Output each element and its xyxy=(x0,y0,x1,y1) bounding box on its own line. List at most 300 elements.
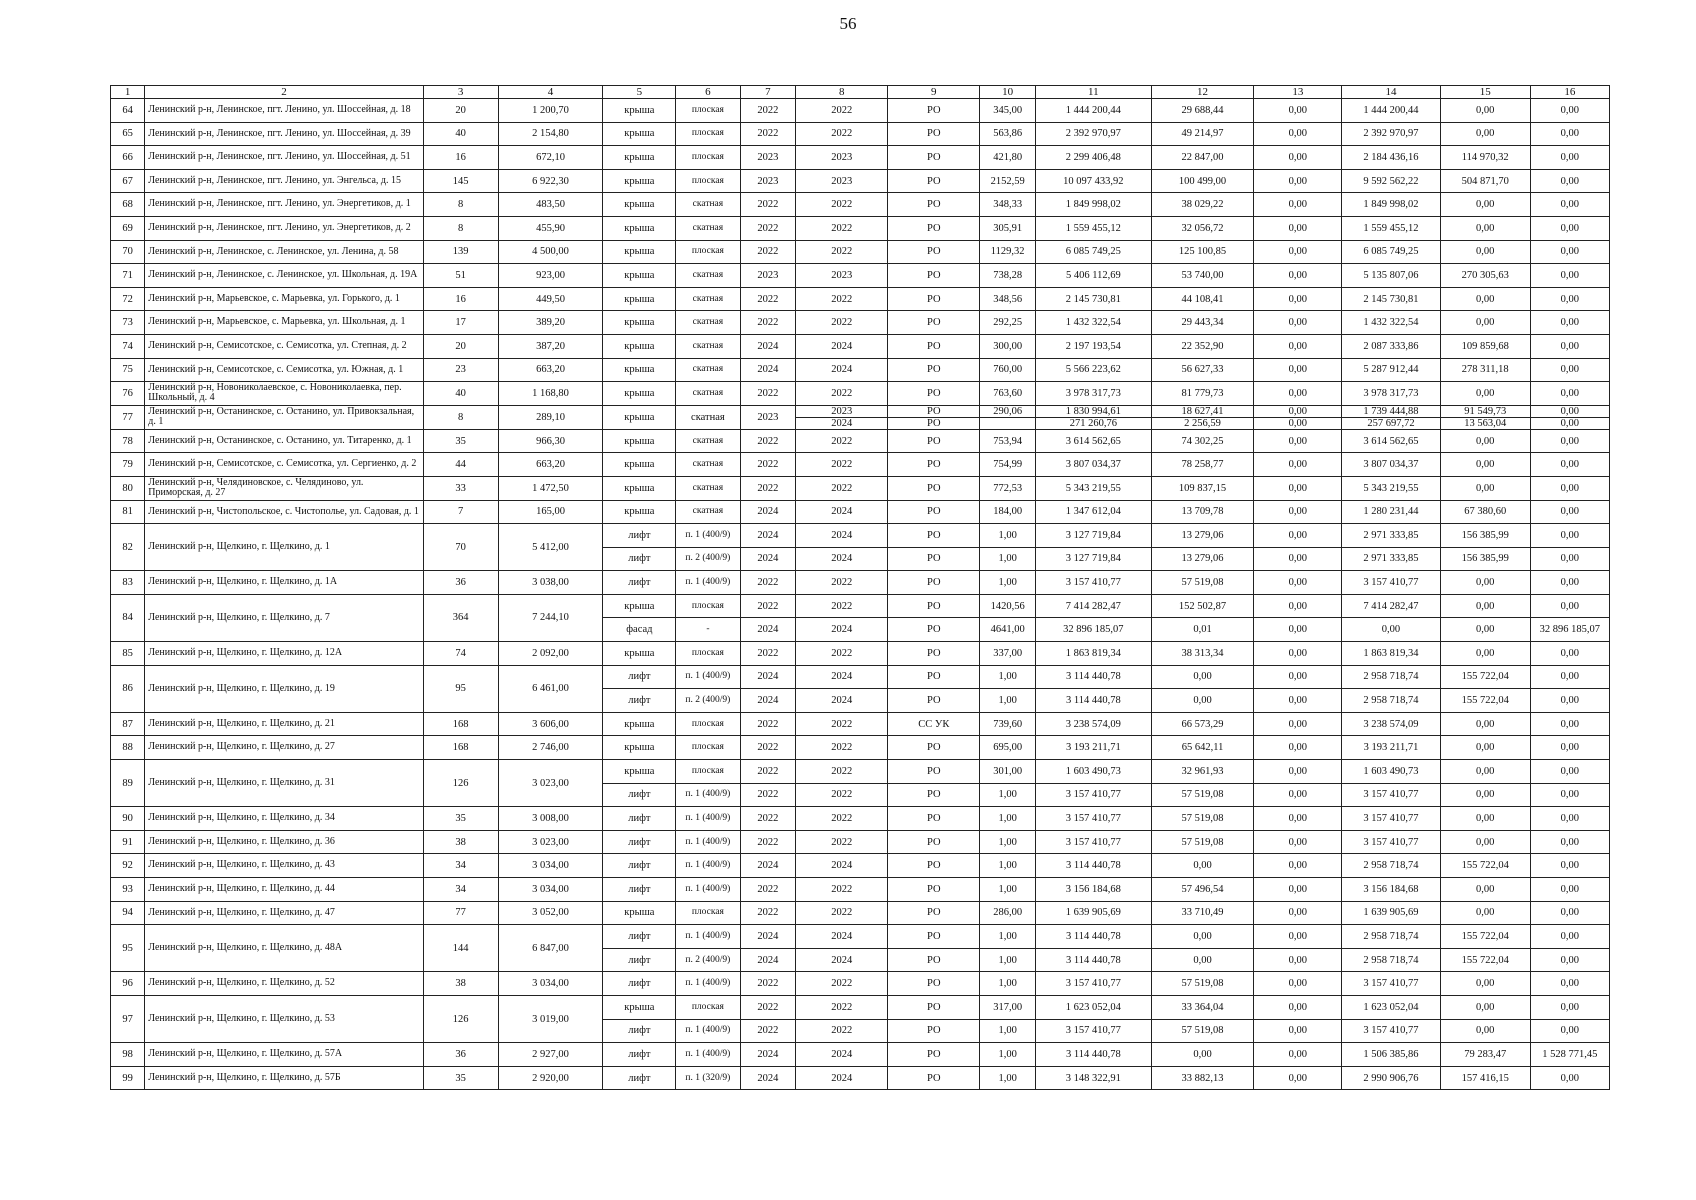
table-row xyxy=(111,453,1610,477)
year: 2024 xyxy=(796,689,888,713)
element: крыша xyxy=(603,122,676,146)
executor: РО xyxy=(888,760,980,784)
cost-e: 0,00 xyxy=(1530,878,1609,902)
table-row xyxy=(111,146,1610,170)
year: 2024 xyxy=(796,854,888,878)
table-row xyxy=(111,878,1610,902)
total-cost: 3 193 211,71 xyxy=(1036,736,1152,760)
col-4: 663,20 xyxy=(498,453,603,477)
column-header-8: 8 xyxy=(796,86,888,99)
cost-e: 0,00 xyxy=(1530,665,1609,689)
element-type: скатная xyxy=(676,500,740,524)
total-cost: 3 127 719,84 xyxy=(1036,547,1152,571)
volume: 348,33 xyxy=(980,193,1036,217)
year: 2022 xyxy=(796,901,888,925)
address: Ленинский р-н, Ленинское, пгт. Ленино, ул. Шоссейная, д. 39 xyxy=(145,122,423,146)
cost-b: 0,00 xyxy=(1254,571,1342,595)
column-header-5: 5 xyxy=(603,86,676,99)
col-3: 16 xyxy=(423,146,498,170)
element-type: п. 1 (400/9) xyxy=(676,925,740,949)
cost-c: 3 193 211,71 xyxy=(1342,736,1441,760)
executor: РО xyxy=(888,783,980,807)
table-row xyxy=(111,216,1610,240)
row-number: 70 xyxy=(111,240,145,264)
cost-b: 0,00 xyxy=(1254,1019,1342,1043)
executor: РО xyxy=(888,1019,980,1043)
cost-d: 13 563,04 xyxy=(1440,417,1530,429)
cost-c: 6 085 749,25 xyxy=(1342,240,1441,264)
plan-year: 2024 xyxy=(740,925,796,949)
total-cost: 1 432 322,54 xyxy=(1036,311,1152,335)
cost-d: 109 859,68 xyxy=(1440,334,1530,358)
col-3: 168 xyxy=(423,712,498,736)
cost-d: 155 722,04 xyxy=(1440,665,1530,689)
cost-d: 155 722,04 xyxy=(1440,925,1530,949)
row-number: 67 xyxy=(111,169,145,193)
cost-b: 0,00 xyxy=(1254,169,1342,193)
volume: 345,00 xyxy=(980,99,1036,123)
executor: РО xyxy=(888,193,980,217)
plan-year: 2022 xyxy=(740,429,796,453)
address: Ленинский р-н, Щелкино, г. Щелкино, д. 1А xyxy=(145,571,423,595)
year: 2022 xyxy=(796,807,888,831)
total-cost: 2 197 193,54 xyxy=(1036,334,1152,358)
cost-a: 57 519,08 xyxy=(1151,1019,1254,1043)
executor: РО xyxy=(888,382,980,406)
cost-c: 5 287 912,44 xyxy=(1342,358,1441,382)
volume: 1,00 xyxy=(980,571,1036,595)
col-3: 40 xyxy=(423,122,498,146)
executor: РО xyxy=(888,665,980,689)
cost-d: 0,00 xyxy=(1440,972,1530,996)
cost-a: 0,00 xyxy=(1151,925,1254,949)
element: крыша xyxy=(603,453,676,477)
table-row xyxy=(111,382,1610,406)
cost-a: 33 882,13 xyxy=(1151,1066,1254,1090)
cost-b: 0,00 xyxy=(1254,476,1342,500)
year: 2022 xyxy=(796,99,888,123)
cost-b: 0,00 xyxy=(1254,417,1342,429)
plan-year: 2024 xyxy=(740,618,796,642)
executor: РО xyxy=(888,99,980,123)
table-row xyxy=(111,665,1610,689)
year: 2024 xyxy=(796,618,888,642)
element-type: плоская xyxy=(676,995,740,1019)
executor: РО xyxy=(888,618,980,642)
address: Ленинский р-н, Щелкино, г. Щелкино, д. 36 xyxy=(145,830,423,854)
total-cost: 3 157 410,77 xyxy=(1036,571,1152,595)
cost-b: 0,00 xyxy=(1254,358,1342,382)
plan-year: 2023 xyxy=(740,264,796,288)
col-3: 168 xyxy=(423,736,498,760)
cost-d: 155 722,04 xyxy=(1440,948,1530,972)
row-number: 79 xyxy=(111,453,145,477)
column-header-11: 11 xyxy=(1036,86,1152,99)
executor: РО xyxy=(888,358,980,382)
cost-e: 0,00 xyxy=(1530,146,1609,170)
year: 2022 xyxy=(796,830,888,854)
cost-c: 3 157 410,77 xyxy=(1342,807,1441,831)
cost-d: 79 283,47 xyxy=(1440,1043,1530,1067)
row-number: 84 xyxy=(111,594,145,641)
plan-year: 2022 xyxy=(740,382,796,406)
volume: 1,00 xyxy=(980,925,1036,949)
cost-b: 0,00 xyxy=(1254,311,1342,335)
executor: РО xyxy=(888,878,980,902)
volume: 337,00 xyxy=(980,642,1036,666)
column-header-9: 9 xyxy=(888,86,980,99)
volume: 1,00 xyxy=(980,1043,1036,1067)
plan-year: 2022 xyxy=(740,878,796,902)
element-type: п. 1 (400/9) xyxy=(676,665,740,689)
volume: 1129,32 xyxy=(980,240,1036,264)
row-number: 99 xyxy=(111,1066,145,1090)
cost-a: 65 642,11 xyxy=(1151,736,1254,760)
table-row xyxy=(111,972,1610,996)
executor: СС УК xyxy=(888,712,980,736)
total-cost: 3 114 440,78 xyxy=(1036,689,1152,713)
column-header-4: 4 xyxy=(498,86,603,99)
repair-program-table xyxy=(110,85,1610,1090)
executor: РО xyxy=(888,429,980,453)
executor: РО xyxy=(888,264,980,288)
table-header-row xyxy=(111,86,1610,99)
cost-e: 0,00 xyxy=(1530,99,1609,123)
element: лифт xyxy=(603,807,676,831)
col-3: 23 xyxy=(423,358,498,382)
cost-d: 156 385,99 xyxy=(1440,547,1530,571)
row-number: 78 xyxy=(111,429,145,453)
row-number: 95 xyxy=(111,925,145,972)
executor: РО xyxy=(888,1043,980,1067)
col-4: 6 922,30 xyxy=(498,169,603,193)
cost-e: 0,00 xyxy=(1530,382,1609,406)
year: 2022 xyxy=(796,240,888,264)
col-3: 20 xyxy=(423,99,498,123)
table-row xyxy=(111,830,1610,854)
year: 2022 xyxy=(796,287,888,311)
volume: 1,00 xyxy=(980,972,1036,996)
address: Ленинский р-н, Семисотское, с. Семисотка, ул. Южная, д. 1 xyxy=(145,358,423,382)
executor: РО xyxy=(888,146,980,170)
table-row xyxy=(111,594,1610,618)
col-3: 74 xyxy=(423,642,498,666)
volume: 763,60 xyxy=(980,382,1036,406)
cost-b: 0,00 xyxy=(1254,287,1342,311)
total-cost: 1 559 455,12 xyxy=(1036,216,1152,240)
element-type: п. 1 (400/9) xyxy=(676,807,740,831)
total-cost: 3 614 562,65 xyxy=(1036,429,1152,453)
address: Ленинский р-н, Щелкино, г. Щелкино, д. 31 xyxy=(145,760,423,807)
col-3: 126 xyxy=(423,760,498,807)
year: 2022 xyxy=(796,972,888,996)
total-cost: 3 148 322,91 xyxy=(1036,1066,1152,1090)
cost-b: 0,00 xyxy=(1254,240,1342,264)
table-row xyxy=(111,901,1610,925)
volume: 1,00 xyxy=(980,807,1036,831)
element: крыша xyxy=(603,99,676,123)
row-number: 96 xyxy=(111,972,145,996)
volume: 1,00 xyxy=(980,524,1036,548)
element: фасад xyxy=(603,618,676,642)
year: 2022 xyxy=(796,311,888,335)
table-row xyxy=(111,122,1610,146)
cost-c: 257 697,72 xyxy=(1342,417,1441,429)
element-type: плоская xyxy=(676,169,740,193)
col-3: 364 xyxy=(423,594,498,641)
volume xyxy=(980,417,1036,429)
cost-c: 2 971 333,85 xyxy=(1342,524,1441,548)
element-type: скатная xyxy=(676,429,740,453)
plan-year: 2023 xyxy=(740,146,796,170)
cost-a: 33 364,04 xyxy=(1151,995,1254,1019)
col-4: 483,50 xyxy=(498,193,603,217)
volume: 1420,56 xyxy=(980,594,1036,618)
cost-d: 278 311,18 xyxy=(1440,358,1530,382)
cost-b: 0,00 xyxy=(1254,122,1342,146)
cost-d: 0,00 xyxy=(1440,712,1530,736)
total-cost: 3 978 317,73 xyxy=(1036,382,1152,406)
year: 2024 xyxy=(796,500,888,524)
cost-e: 0,00 xyxy=(1530,417,1609,429)
cost-c: 2 958 718,74 xyxy=(1342,925,1441,949)
element-type: - xyxy=(676,618,740,642)
total-cost: 271 260,76 xyxy=(1036,417,1152,429)
table-row xyxy=(111,571,1610,595)
cost-b: 0,00 xyxy=(1254,689,1342,713)
volume: 290,06 xyxy=(980,405,1036,417)
executor: РО xyxy=(888,807,980,831)
address: Ленинский р-н, Щелкино, г. Щелкино, д. 57Б xyxy=(145,1066,423,1090)
cost-a: 44 108,41 xyxy=(1151,287,1254,311)
total-cost: 3 114 440,78 xyxy=(1036,854,1152,878)
row-number: 83 xyxy=(111,571,145,595)
cost-b: 0,00 xyxy=(1254,925,1342,949)
row-number: 76 xyxy=(111,382,145,406)
cost-a: 0,00 xyxy=(1151,665,1254,689)
cost-a: 0,00 xyxy=(1151,854,1254,878)
cost-e: 0,00 xyxy=(1530,594,1609,618)
plan-year: 2022 xyxy=(740,287,796,311)
executor: РО xyxy=(888,524,980,548)
cost-b: 0,00 xyxy=(1254,429,1342,453)
element-type: п. 2 (400/9) xyxy=(676,547,740,571)
executor: РО xyxy=(888,736,980,760)
cost-a: 33 710,49 xyxy=(1151,901,1254,925)
element: крыша xyxy=(603,287,676,311)
total-cost: 5 343 219,55 xyxy=(1036,476,1152,500)
cost-a: 56 627,33 xyxy=(1151,358,1254,382)
element-type: п. 1 (400/9) xyxy=(676,972,740,996)
total-cost: 3 157 410,77 xyxy=(1036,830,1152,854)
table-row xyxy=(111,925,1610,949)
element-type: скатная xyxy=(676,264,740,288)
total-cost: 1 603 490,73 xyxy=(1036,760,1152,784)
cost-d: 0,00 xyxy=(1440,453,1530,477)
cost-c: 1 280 231,44 xyxy=(1342,500,1441,524)
col-4: 1 200,70 xyxy=(498,99,603,123)
year: 2022 xyxy=(796,193,888,217)
column-header-15: 15 xyxy=(1440,86,1530,99)
col-4: 2 746,00 xyxy=(498,736,603,760)
cost-b: 0,00 xyxy=(1254,146,1342,170)
year: 2022 xyxy=(796,878,888,902)
cost-e: 0,00 xyxy=(1530,689,1609,713)
cost-c: 2 990 906,76 xyxy=(1342,1066,1441,1090)
element: крыша xyxy=(603,405,676,429)
element-type: п. 1 (400/9) xyxy=(676,571,740,595)
address: Ленинский р-н, Щелкино, г. Щелкино, д. 53 xyxy=(145,995,423,1042)
col-3: 36 xyxy=(423,571,498,595)
total-cost: 3 807 034,37 xyxy=(1036,453,1152,477)
cost-b: 0,00 xyxy=(1254,453,1342,477)
volume: 738,28 xyxy=(980,264,1036,288)
table-row xyxy=(111,169,1610,193)
volume: 563,86 xyxy=(980,122,1036,146)
row-number: 98 xyxy=(111,1043,145,1067)
table-row xyxy=(111,476,1610,500)
cost-a: 13 279,06 xyxy=(1151,524,1254,548)
col-4: 2 927,00 xyxy=(498,1043,603,1067)
cost-c: 1 639 905,69 xyxy=(1342,901,1441,925)
cost-a: 57 519,08 xyxy=(1151,571,1254,595)
cost-e: 0,00 xyxy=(1530,334,1609,358)
col-4: 165,00 xyxy=(498,500,603,524)
year: 2022 xyxy=(796,571,888,595)
element: лифт xyxy=(603,1019,676,1043)
cost-b: 0,00 xyxy=(1254,807,1342,831)
cost-c: 3 978 317,73 xyxy=(1342,382,1441,406)
column-header-13: 13 xyxy=(1254,86,1342,99)
document-page xyxy=(110,85,1610,1090)
cost-c: 1 739 444,88 xyxy=(1342,405,1441,417)
col-3: 38 xyxy=(423,972,498,996)
cost-a: 0,01 xyxy=(1151,618,1254,642)
cost-a: 66 573,29 xyxy=(1151,712,1254,736)
element-type: плоская xyxy=(676,642,740,666)
volume: 2152,59 xyxy=(980,169,1036,193)
cost-c: 7 414 282,47 xyxy=(1342,594,1441,618)
element-type: скатная xyxy=(676,193,740,217)
table-row xyxy=(111,712,1610,736)
cost-c: 1 559 455,12 xyxy=(1342,216,1441,240)
cost-e: 0,00 xyxy=(1530,216,1609,240)
plan-year: 2022 xyxy=(740,122,796,146)
total-cost: 1 639 905,69 xyxy=(1036,901,1152,925)
cost-d: 0,00 xyxy=(1440,594,1530,618)
cost-e: 0,00 xyxy=(1530,925,1609,949)
plan-year: 2022 xyxy=(740,830,796,854)
col-3: 95 xyxy=(423,665,498,712)
volume: 184,00 xyxy=(980,500,1036,524)
col-3: 35 xyxy=(423,429,498,453)
address: Ленинский р-н, Останинское, с. Останино, ул. Привокзальная, д. 1 xyxy=(145,405,423,429)
table-row xyxy=(111,193,1610,217)
col-4: 3 052,00 xyxy=(498,901,603,925)
element: лифт xyxy=(603,689,676,713)
col-4: 4 500,00 xyxy=(498,240,603,264)
cost-e: 0,00 xyxy=(1530,901,1609,925)
plan-year: 2022 xyxy=(740,594,796,618)
element-type: плоская xyxy=(676,146,740,170)
row-number: 86 xyxy=(111,665,145,712)
table-row xyxy=(111,1066,1610,1090)
cost-e: 0,00 xyxy=(1530,783,1609,807)
cost-e: 0,00 xyxy=(1530,1066,1609,1090)
row-number: 71 xyxy=(111,264,145,288)
element: крыша xyxy=(603,429,676,453)
executor: РО xyxy=(888,972,980,996)
cost-b: 0,00 xyxy=(1254,405,1342,417)
cost-b: 0,00 xyxy=(1254,264,1342,288)
element-type: плоская xyxy=(676,122,740,146)
element-type: скатная xyxy=(676,334,740,358)
year: 2022 xyxy=(796,712,888,736)
cost-c: 9 592 562,22 xyxy=(1342,169,1441,193)
plan-year: 2024 xyxy=(740,1043,796,1067)
element: крыша xyxy=(603,500,676,524)
cost-d: 0,00 xyxy=(1440,122,1530,146)
cost-e: 0,00 xyxy=(1530,358,1609,382)
plan-year: 2022 xyxy=(740,453,796,477)
table-row xyxy=(111,311,1610,335)
cost-b: 0,00 xyxy=(1254,193,1342,217)
element-type: п. 1 (400/9) xyxy=(676,1043,740,1067)
cost-c: 2 971 333,85 xyxy=(1342,547,1441,571)
plan-year: 2022 xyxy=(740,193,796,217)
volume: 1,00 xyxy=(980,830,1036,854)
col-4: 672,10 xyxy=(498,146,603,170)
cost-a: 125 100,85 xyxy=(1151,240,1254,264)
year: 2022 xyxy=(796,122,888,146)
volume: 1,00 xyxy=(980,1066,1036,1090)
total-cost: 5 406 112,69 xyxy=(1036,264,1152,288)
cost-d: 0,00 xyxy=(1440,736,1530,760)
plan-year: 2022 xyxy=(740,972,796,996)
element: лифт xyxy=(603,524,676,548)
row-number: 77 xyxy=(111,405,145,429)
cost-c: 3 157 410,77 xyxy=(1342,972,1441,996)
volume: 286,00 xyxy=(980,901,1036,925)
total-cost: 1 623 052,04 xyxy=(1036,995,1152,1019)
volume: 1,00 xyxy=(980,689,1036,713)
cost-e: 0,00 xyxy=(1530,453,1609,477)
cost-d: 270 305,63 xyxy=(1440,264,1530,288)
cost-b: 0,00 xyxy=(1254,878,1342,902)
cost-e: 0,00 xyxy=(1530,547,1609,571)
element-type: скатная xyxy=(676,382,740,406)
col-3: 8 xyxy=(423,405,498,429)
row-number: 82 xyxy=(111,524,145,571)
col-3: 34 xyxy=(423,878,498,902)
element: крыша xyxy=(603,311,676,335)
executor: РО xyxy=(888,995,980,1019)
cost-d: 157 416,15 xyxy=(1440,1066,1530,1090)
total-cost: 3 157 410,77 xyxy=(1036,1019,1152,1043)
plan-year: 2022 xyxy=(740,642,796,666)
address: Ленинский р-н, Останинское, с. Останино, ул. Титаренко, д. 1 xyxy=(145,429,423,453)
plan-year: 2022 xyxy=(740,99,796,123)
total-cost: 2 299 406,48 xyxy=(1036,146,1152,170)
col-3: 40 xyxy=(423,382,498,406)
cost-c: 3 238 574,09 xyxy=(1342,712,1441,736)
year: 2024 xyxy=(796,358,888,382)
element-type: п. 2 (400/9) xyxy=(676,948,740,972)
table-row xyxy=(111,1043,1610,1067)
col-3: 38 xyxy=(423,830,498,854)
volume: 300,00 xyxy=(980,334,1036,358)
col-4: 289,10 xyxy=(498,405,603,429)
